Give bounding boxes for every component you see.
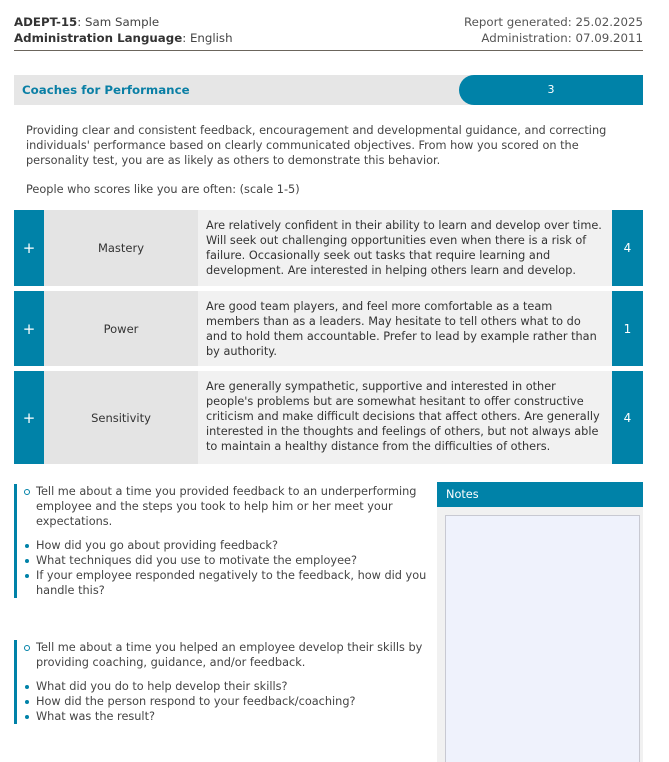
interview-question: Tell me about a time you provided feedback to an underperforming employee and the steps you took to help him or her meet your expectations. [23, 484, 432, 529]
interview-question-block [14, 484, 432, 598]
interview-question: Tell me about a time you helped an employee develop their skills by providing coaching, guidance, and/or feedback. [23, 640, 432, 670]
report-dates [464, 15, 643, 46]
language-value: English [189, 30, 233, 45]
interview-question-block [14, 640, 432, 724]
candidate-info: ADEPT-15: Sam Sample Administration Language: English [14, 15, 233, 45]
notes-panel [437, 482, 643, 762]
competency-title-bar [14, 75, 643, 105]
trait-row-power [14, 291, 643, 366]
competency-description: Providing clear and consistent feedback, encouragement and developmental guidance, and correcting individuals' performance based on clearly communicated objectives. From how you scored on the personality test, you are as likely as others to demonstrate this behavior. [26, 124, 607, 167]
notes-title: Notes [437, 482, 643, 507]
competency-score-badge: 3 [459, 75, 643, 105]
expand-plus-icon[interactable]: + [14, 210, 44, 286]
administration-label: Administration: [481, 30, 572, 45]
trait-score: 1 [612, 291, 643, 366]
candidate-name: Sam Sample [85, 15, 160, 29]
follow-up-question: How did you go about providing feedback? [23, 538, 432, 553]
expand-plus-icon[interactable]: + [14, 371, 44, 464]
test-label: ADEPT-15 [14, 15, 78, 29]
administration-date: 07.09.2011 [575, 30, 643, 45]
trait-name: Mastery [44, 210, 198, 286]
follow-up-question: What did you do to help develop their skills? [23, 679, 432, 694]
trait-description: Are good team players, and feel more comfortable as a team members than as a leaders. May hesitate to tell others what to do and to hold them accountable. Prefer to lead by example rather than by authority. [198, 291, 612, 366]
trait-description: Are relatively confident in their ability to learn and develop over time. Will seek out challenging opportunities even when there is a risk of failure. Occasionally seek out tasks that require learning and development. Are interested in helping others learn and develop. [198, 210, 612, 286]
follow-up-question: What techniques did you use to motivate the employee? [23, 553, 432, 568]
scale-note: People who scores like you are often: (scale 1-5) [26, 183, 300, 196]
trait-name: Sensitivity [44, 371, 198, 464]
trait-row-sensitivity [14, 371, 643, 464]
trait-score: 4 [612, 371, 643, 464]
language-label: Administration Language [14, 30, 183, 45]
expand-plus-icon[interactable]: + [14, 291, 44, 366]
follow-up-question: How did the person respond to your feedback/coaching? [23, 694, 432, 709]
trait-row-mastery [14, 210, 643, 286]
notes-input[interactable] [445, 515, 640, 762]
report-generated-label: Report generated: [463, 15, 572, 29]
trait-description: Are generally sympathetic, supportive and interested in other people's problems but are somewhat hesitant to offer constructive criticism and make difficult decisions that affect others. Are generally interested in the thoughts and feelings of others, but not always able to maintain a healthy distance from the difficulties of others. [198, 371, 612, 464]
competency-title: Coaches for Performance [22, 83, 190, 97]
report-header [14, 14, 643, 51]
trait-name: Power [44, 291, 198, 366]
follow-up-question: What was the result? [23, 709, 432, 724]
trait-score: 4 [612, 210, 643, 286]
report-generated-date: 25.02.2025 [575, 15, 643, 29]
follow-up-question: If your employee responded negatively to the feedback, how did you handle this? [23, 568, 432, 598]
